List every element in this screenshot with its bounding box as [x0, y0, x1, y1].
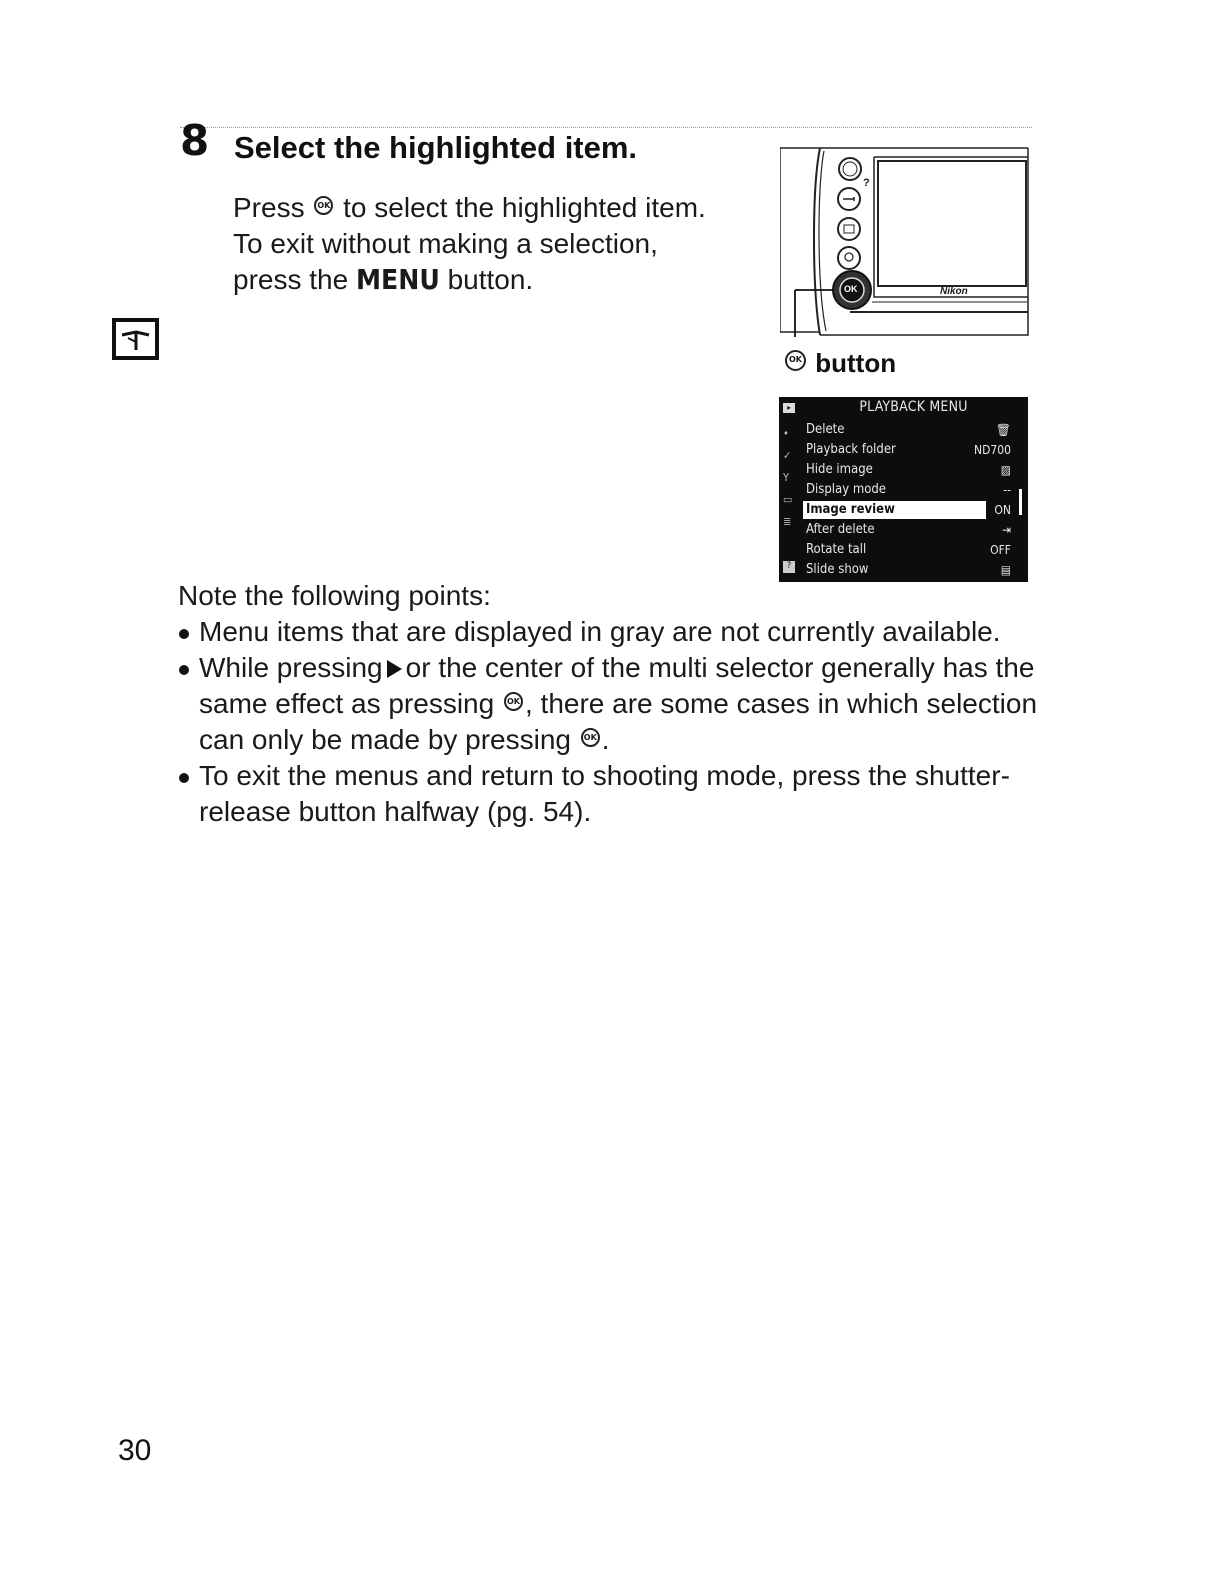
note-text: Menu items that are displayed in gray are not currently available.	[199, 616, 1001, 647]
menu-item-rotate-tall[interactable]	[803, 541, 1011, 559]
step-line-3-end: button.	[447, 264, 534, 295]
step-line-1-start: Press	[233, 192, 305, 223]
step-body	[233, 190, 753, 298]
menu-item-slide-show[interactable]	[803, 561, 1011, 579]
right-triangle-icon	[387, 660, 402, 678]
step-line-3	[233, 262, 753, 298]
notes-intro: Note the following points:	[178, 580, 491, 611]
step-line-3-start: press the	[233, 264, 349, 295]
lcd-menu-title: PLAYBACK MENU	[859, 399, 968, 415]
menu-item-label: Delete	[806, 422, 845, 437]
menu-item-label: Image review	[803, 501, 986, 519]
help-question-mark: ?	[863, 177, 870, 189]
menu-item-after-delete[interactable]	[803, 521, 1011, 539]
step-title: Select the highlighted item.	[234, 130, 638, 165]
notes-section	[178, 578, 1048, 830]
ok-button-icon	[581, 728, 600, 747]
step-line-1	[233, 190, 753, 226]
note-text: To exit the menus and return to shooting mode, press the shutter-release button halfway (pg. 54).	[199, 760, 1010, 827]
menu-item-value: OFF	[990, 543, 1011, 557]
ok-caption-text: button	[815, 348, 897, 378]
menu-item-delete[interactable]	[803, 421, 1011, 439]
note-text: .	[601, 724, 610, 755]
menu-item-label: Playback folder	[806, 442, 896, 457]
my-menu-tab-icon: ≣	[783, 515, 792, 528]
menu-item-value: --	[1003, 483, 1011, 497]
top-rule	[180, 127, 1032, 128]
notes-list	[178, 614, 1048, 830]
help-tab-icon: ?	[783, 561, 795, 573]
hide-image-icon: ▨	[1000, 463, 1011, 477]
slide-show-icon: ▤	[1000, 563, 1011, 577]
ok-button-icon	[314, 196, 333, 215]
menu-item-playback-folder[interactable]	[803, 441, 1011, 459]
setup-tab-icon: Y	[783, 471, 790, 484]
ok-button-label: OK	[844, 284, 858, 294]
trash-icon: 🗑	[995, 423, 1011, 437]
note-gray-items	[178, 614, 1048, 650]
menu-item-value: ND700	[974, 443, 1011, 457]
menu-item-label: Rotate tall	[806, 542, 867, 557]
note-text: , there are some cases in which selection can only be made by pressing	[199, 688, 1038, 755]
step-line-1-end: to select the highlighted item.	[343, 192, 706, 223]
note-text: While pressing	[199, 652, 383, 683]
menu-item-display-mode[interactable]	[803, 481, 1011, 499]
menu-item-hide-image[interactable]	[803, 461, 1011, 479]
camera-back-illustration	[780, 147, 1030, 337]
step-number: 8	[180, 116, 210, 165]
menu-item-value: ON	[994, 503, 1011, 517]
ok-button-icon	[785, 350, 806, 371]
shooting-tab-icon: •	[783, 427, 789, 440]
menu-item-label: Hide image	[806, 462, 873, 477]
playback-menu-screenshot	[779, 397, 1028, 582]
menu-button-word: MENU	[355, 263, 440, 296]
custom-settings-tab-icon: ✓	[783, 449, 792, 462]
playback-tab-icon: ▸	[783, 403, 795, 413]
menu-section-icon	[112, 318, 159, 360]
note-exit-menus	[178, 758, 1048, 830]
step-line-2: To exit without making a selection,	[233, 228, 658, 259]
menu-item-label: After delete	[806, 522, 875, 537]
camera-brand: Nikon	[940, 286, 968, 297]
ok-button-icon	[504, 692, 523, 711]
lcd-scrollbar	[1019, 489, 1022, 515]
note-text: or the center of the multi selector generally has the same effect as pressing	[199, 652, 1035, 719]
menu-item-image-review[interactable]	[803, 501, 1011, 519]
menu-item-label: Display mode	[806, 482, 886, 497]
note-multi-selector	[178, 650, 1048, 758]
after-delete-icon: ⇥	[1001, 523, 1011, 537]
ok-button-caption	[783, 348, 896, 379]
retouch-tab-icon: ▭	[783, 493, 793, 506]
menu-item-label: Slide show	[806, 562, 869, 577]
lcd-tab-column	[779, 397, 801, 582]
page-number: 30	[118, 1434, 152, 1467]
